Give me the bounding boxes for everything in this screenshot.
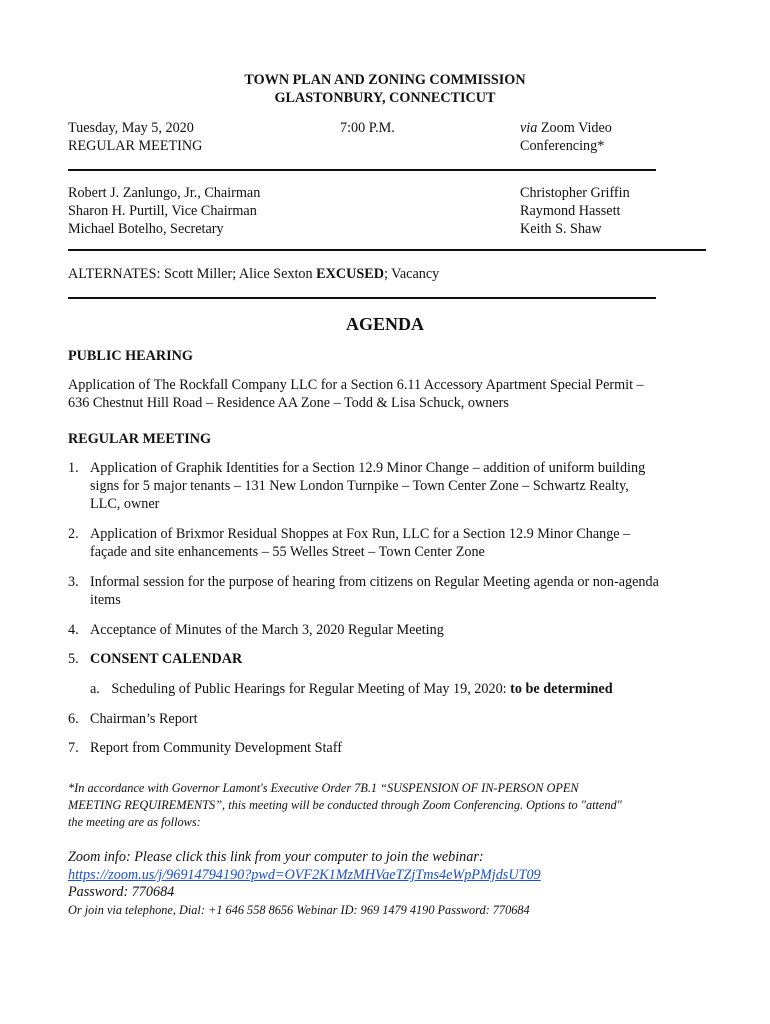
item-number: 1. [68,460,79,476]
public-hearing-line1: Application of The Rockfall Company LLC for a Section 6.11 Accessory Apartment Special Permit – [68,377,644,393]
regular-meeting-heading: REGULAR MEETING [68,431,212,447]
meeting-type: REGULAR MEETING [68,138,203,154]
divider-alternates [68,297,656,299]
member-left-2: Sharon H. Purtill, Vice Chairman [68,203,257,219]
subitem-text: Scheduling of Public Hearings for Regular Meeting of May 19, 2020: [111,681,511,697]
member-left-1: Robert J. Zanlungo, Jr., Chairman [68,185,261,201]
item-number: 5. [68,651,79,667]
item-number: 2. [68,526,79,542]
via-rest: Zoom Video [537,120,612,136]
town-title: GLASTONBURY, CONNECTICUT [274,90,496,106]
item-line: Application of Graphik Identities for a Section 12.9 Minor Change – addition of uniform building [90,460,646,476]
meeting-location [520,119,612,137]
agenda-title: AGENDA [345,314,424,334]
item-line: Acceptance of Minutes of the March 3, 2020 Regular Meeting [90,622,444,638]
item-line: façade and site enhancements – 55 Welles Street – Town Center Zone [90,544,485,560]
public-hearing-heading: PUBLIC HEARING [68,348,193,364]
zoom-phone: Or join via telephone, Dial: +1 646 558 8656 Webinar ID: 969 1479 4190 Password: 770684 [68,903,530,917]
item-number: 4. [68,622,79,638]
member-right-1: Christopher Griffin [520,185,630,201]
item-line: Informal session for the purpose of hearing from citizens on Regular Meeting agenda or non-agenda [90,574,659,590]
agenda-subitem-a [90,680,690,698]
item-number: 7. [68,740,79,756]
item-line: LLC, owner [90,496,160,512]
member-right-3: Keith S. Shaw [520,221,602,237]
item-number: 3. [68,574,79,590]
zoom-password: Password: 770684 [68,884,175,900]
subitem-letter: a. [90,681,100,697]
member-right-2: Raymond Hassett [520,203,621,219]
meeting-date: Tuesday, May 5, 2020 [68,120,194,136]
item-line: Chairman’s Report [90,711,198,727]
item-line: Report from Community Development Staff [90,740,342,756]
item-number: 6. [68,711,79,727]
commission-title: TOWN PLAN AND ZONING COMMISSION [244,72,526,88]
item-line: CONSENT CALENDAR [90,651,243,667]
public-hearing-line2: 636 Chestnut Hill Road – Residence AA Zone – Todd & Lisa Schuck, owners [68,395,509,411]
item-line: items [90,592,121,608]
alternates-prefix: ALTERNATES: Scott Miller; Alice Sexton [68,266,317,282]
alternates-suffix: ; Vacancy [383,266,440,282]
note-line1: *In accordance with Governor Lamont's Executive Order 7B.1 “SUSPENSION OF IN-PERSON OPEN [68,781,579,795]
member-left-3: Michael Botelho, Secretary [68,221,224,237]
item-line: Application of Brixmor Residual Shoppes at Fox Run, LLC for a Section 12.9 Minor Change – [90,526,631,542]
meeting-location-line2: Conferencing* [520,138,605,154]
divider-members [68,249,706,251]
note-line2: MEETING REQUIREMENTS”, this meeting will be conducted through Zoom Conferencing. Options to "attend" [68,798,622,812]
alternates-excused: EXCUSED [316,266,384,282]
via-word: via [520,120,538,136]
meeting-time: 7:00 P.M. [340,120,395,136]
subitem-bold: to be determined [510,681,613,697]
alternates-line [68,265,439,283]
zoom-link[interactable]: https://zoom.us/j/96914794190?pwd=OVF2K1MzMHVaeTZjTms4eWpPMjdsUT09 [68,867,541,883]
item-line: signs for 5 major tenants – 131 New London Turnpike – Town Center Zone – Schwartz Realty, [90,478,629,494]
note-line3: the meeting are as follows: [68,815,201,829]
divider-top [68,169,656,171]
zoom-intro: Zoom info: Please click this link from your computer to join the webinar: [68,849,484,865]
